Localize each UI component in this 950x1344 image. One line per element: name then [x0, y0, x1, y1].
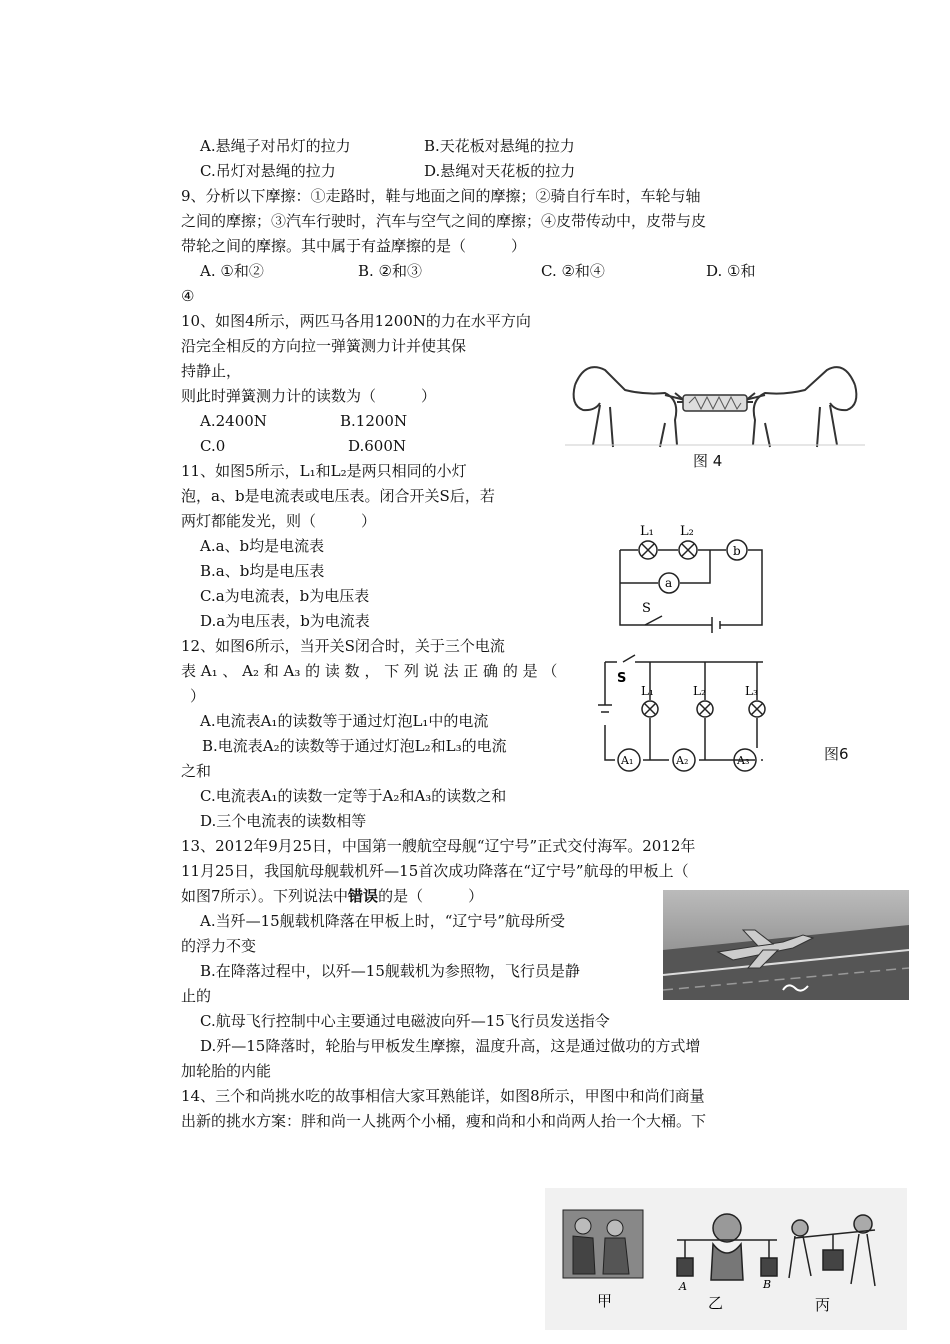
q12-option-d: D.三个电流表的读数相等 — [200, 812, 367, 830]
q12-option-b-line2: 之和 — [181, 762, 212, 780]
figure-7-carrier-photo — [663, 890, 909, 1000]
figure-6-circuit — [595, 650, 785, 780]
q13-stem-line3: 如图7所示）。下列说法中错误的是（ ） — [181, 887, 484, 905]
q10-option-d: D.600N — [348, 437, 407, 455]
q12-option-c: C.电流表A₁的读数一定等于A₂和A₃的读数之和 — [200, 787, 507, 805]
q10-stem-line2: 沿完全相反的方向拉一弹簧测力计并使其保 — [181, 337, 467, 355]
q11-stem-line3: 两灯都能发光，则（ ） — [181, 512, 377, 530]
fig5-label-a: a — [665, 576, 673, 590]
q13-stem-line2: 11月25日，我国航母舰载机歼—15首次成功降落在“辽宁号”航母的甲板上（ — [181, 862, 689, 880]
q9-stem-line1: 9、分析以下摩擦：①走路时，鞋与地面之间的摩擦；②骑自行车时，车轮与轴 — [181, 187, 701, 205]
q11-stem-line1: 11、如图5所示，L₁和L₂是两只相同的小灯 — [181, 462, 467, 480]
q9-option-a: A. ①和② — [200, 262, 264, 280]
q13-option-d-line2: 加轮胎的内能 — [181, 1062, 272, 1080]
q10-option-c: C.0 — [200, 437, 226, 455]
figure-5-circuit — [600, 515, 780, 635]
q13-option-d-line1: D.歼—15降落时，轮胎与甲板发生摩擦，温度升高，这是通过做功的方式增 — [200, 1037, 701, 1055]
q13-option-a-line2: 的浮力不变 — [181, 937, 257, 955]
figure-4-caption: 图 4 — [693, 452, 723, 470]
q14-stem-line2: 出新的挑水方案：胖和尚一人挑两个小桶，瘦和尚和小和尚两人抬一个大桶。下 — [181, 1112, 707, 1130]
q13-option-b-line2: 止的 — [181, 987, 212, 1005]
q11-option-a: A.a、b均是电流表 — [200, 537, 325, 555]
q10-stem-line4: 则此时弹簧测力计的读数为（ ） — [181, 387, 437, 405]
q12-stem-line1: 12、如图6所示，当开关S闭合时，关于三个电流 — [181, 637, 505, 655]
fig5-label-l2: L₂ — [680, 524, 694, 539]
q9-stem-line3: 带轮之间的摩擦。其中属于有益摩擦的是（ ） — [181, 237, 527, 255]
q13-option-a-line1: A.当歼—15舰载机降落在甲板上时，“辽宁号”航母所受 — [200, 912, 566, 930]
q10-stem-line3: 持静止， — [181, 362, 242, 380]
q11-option-b: B.a、b均是电压表 — [200, 562, 325, 580]
fig6-label-a1: A₁ — [621, 754, 634, 767]
q11-stem-line2: 泡，a、b是电流表或电压表。闭合开关S后，若 — [181, 487, 495, 505]
q9-option-d: D. ①和 — [706, 262, 756, 280]
q12-stem-line2: 表 A₁ 、 A₂ 和 A₃ 的 读 数 ， 下 列 说 法 正 确 的 是 （ — [181, 662, 558, 680]
q12-option-a: A.电流表A₁的读数等于通过灯泡L₁中的电流 — [200, 712, 489, 730]
fig8-label-yi: 乙 — [708, 1294, 724, 1312]
q11-option-d: D.a为电压表，b为电流表 — [200, 612, 370, 630]
q9-stem-line2: 之间的摩擦；③汽车行驶时，汽车与空气之间的摩擦；④皮带传动中，皮带与皮 — [181, 212, 707, 230]
fig5-label-s: S — [642, 601, 651, 616]
q13-option-c: C.航母飞行控制中心主要通过电磁波向歼—15飞行员发送指令 — [200, 1012, 610, 1030]
q8-option-b: B.天花板对悬绳的拉力 — [424, 137, 575, 155]
q11-option-c: C.a为电流表，b为电压表 — [200, 587, 370, 605]
fig6-label-a2: A₂ — [676, 754, 689, 767]
fig6-label-l2: L₂ — [693, 684, 706, 698]
figure-8-monks — [545, 1188, 907, 1330]
figure-4-horses — [565, 345, 865, 455]
q12-option-b-line1: B.电流表A₂的读数等于通过灯泡L₂和L₃的电流 — [202, 737, 507, 755]
fig8-label-jia: 甲 — [597, 1292, 613, 1310]
q10-option-b: B.1200N — [340, 412, 408, 430]
fig5-label-l1: L₁ — [640, 524, 654, 539]
fig8-label-bing: 丙 — [815, 1296, 831, 1314]
q13-option-b-line1: B.在降落过程中，以歼—15舰载机为参照物，飞行员是静 — [200, 962, 580, 980]
q8-option-c: C.吊灯对悬绳的拉力 — [200, 162, 336, 180]
fig8-label-b: B — [763, 1278, 772, 1291]
q14-stem-line1: 14、三个和尚挑水吃的故事相信大家耳熟能详，如图8所示，甲图中和尚们商量 — [181, 1087, 705, 1105]
q9-option-c: C. ②和④ — [541, 262, 605, 280]
q13-emphasis-word: 错误 — [348, 887, 379, 905]
fig6-label-l3: L₃ — [745, 684, 758, 698]
q10-option-a: A.2400N — [200, 412, 267, 430]
fig6-label-a3: A₃ — [737, 754, 750, 767]
q10-stem-line1: 10、如图4所示，两匹马各用1200N的力在水平方向 — [181, 312, 531, 330]
q9-option-b: B. ②和③ — [358, 262, 423, 280]
fig5-label-b: b — [733, 544, 741, 558]
q12-stem-line3: ） — [190, 687, 206, 705]
q9-option-d-cont: ④ — [181, 287, 195, 305]
figure-6-caption: 图6 — [824, 745, 849, 763]
q8-option-d: D.悬绳对天花板的拉力 — [424, 162, 576, 180]
fig8-label-a: A — [679, 1280, 687, 1293]
q8-option-a: A.悬绳子对吊灯的拉力 — [200, 137, 351, 155]
fig6-label-s: S — [617, 671, 627, 686]
fig6-label-l1: L₁ — [641, 684, 654, 698]
q13-stem-line1: 13、2012年9月25日，中国第一艘航空母舰“辽宁号”正式交付海军。2012年 — [181, 837, 696, 855]
